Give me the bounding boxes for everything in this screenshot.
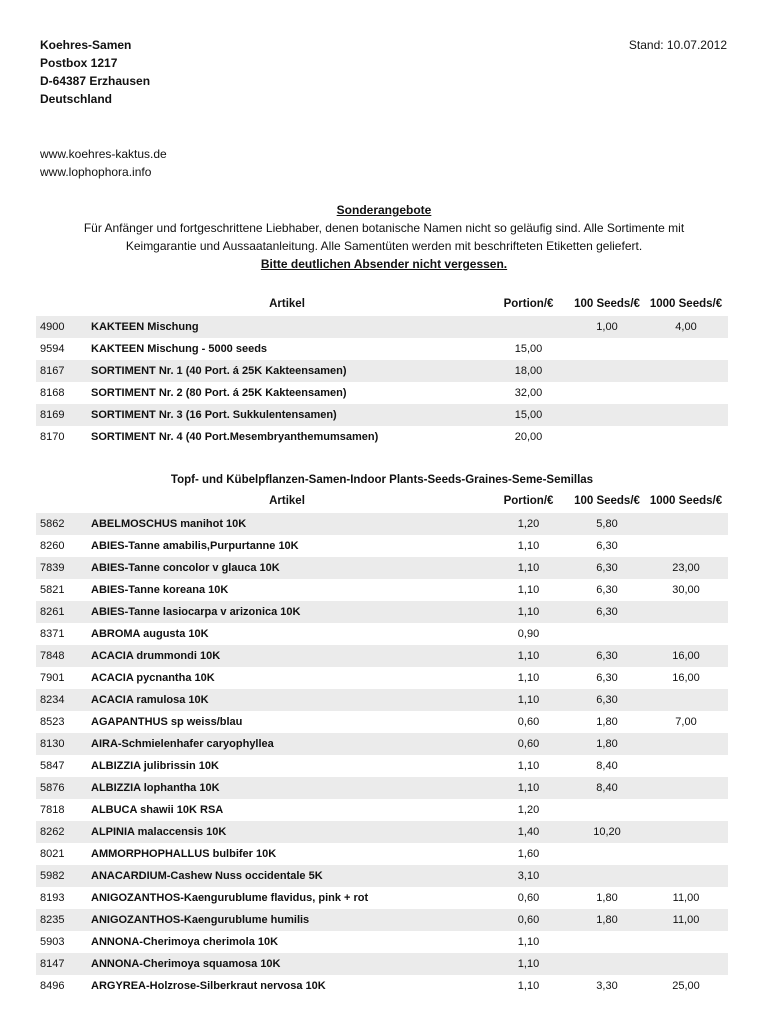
price-1000-seeds [644, 404, 728, 426]
intro-text: Für Anfänger und fortgeschrittene Liebhaber, denen botanische Namen nicht so geläufig sind. Alle Sortimente mit Keimgarantie und Aussaatanleitung. Alle Samentüten werden mit beschrifteten Etiketten geliefert. [83, 221, 685, 253]
column-header-article: Artikel [269, 495, 305, 507]
price-portion: 1,10 [487, 689, 570, 711]
column-header-article: Artikel [269, 298, 305, 310]
price-100-seeds: 3,30 [596, 980, 618, 992]
column-header-portion: Portion/€ [503, 495, 554, 507]
price-1000-seeds [644, 689, 728, 711]
article-name: ANNONA-Cherimoya cherimola 10K [91, 936, 279, 948]
price-portion: 15,00 [514, 343, 543, 355]
article-name: ALBIZZIA julibrissin 10K [91, 760, 219, 772]
column-header-100-seeds: 100 Seeds/€ [574, 298, 640, 310]
price-1000-seeds [644, 382, 728, 404]
price-1000-seeds: 16,00 [644, 645, 728, 667]
price-100-seeds [570, 843, 644, 865]
price-portion: 1,20 [517, 804, 540, 816]
table-row [36, 755, 728, 777]
price-portion: 32,00 [514, 387, 543, 399]
article-number: 5903 [40, 936, 65, 948]
table-row [36, 667, 728, 689]
price-1000-seeds [644, 777, 728, 799]
article-number: 5847 [40, 760, 65, 772]
price-1000-seeds [644, 733, 728, 755]
price-1000-seeds [644, 931, 728, 953]
article-number: 8130 [36, 733, 87, 755]
price-100-seeds: 6,30 [570, 689, 644, 711]
price-100-seeds: 6,30 [570, 645, 644, 667]
table-row [36, 360, 728, 382]
company-name: Koehres-Samen [40, 38, 132, 52]
article-name: SORTIMENT Nr. 2 (80 Port. á 25K Kakteensamen) [91, 387, 347, 399]
table-row [36, 777, 728, 799]
article-name: KAKTEEN Mischung - 5000 seeds [91, 343, 268, 355]
intro-reminder: Bitte deutlichen Absender nicht vergessen. [260, 257, 508, 271]
article-name: KAKTEEN Mischung [87, 316, 487, 338]
sender-address [40, 36, 150, 108]
article-name: ABROMA augusta 10K [91, 628, 209, 640]
article-number: 5876 [36, 777, 87, 799]
price-100-seeds: 1,80 [570, 909, 644, 931]
table-row [36, 953, 728, 975]
column-header-nr [36, 489, 87, 513]
price-1000-seeds: 25,00 [672, 980, 700, 992]
price-1000-seeds [644, 865, 728, 887]
special-offers-table [36, 292, 728, 448]
price-100-seeds: 10,20 [570, 821, 644, 843]
price-portion: 0,60 [487, 733, 570, 755]
table-row [36, 316, 728, 338]
article-name: ABIES-Tanne koreana 10K [91, 584, 229, 596]
article-number: 5982 [36, 865, 87, 887]
price-portion: 1,10 [487, 953, 570, 975]
price-100-seeds [570, 360, 644, 382]
price-100-seeds [570, 623, 644, 645]
table-row [36, 579, 728, 601]
intro-section [40, 201, 728, 273]
price-1000-seeds [644, 843, 728, 865]
article-number: 8193 [40, 892, 65, 904]
price-portion: 3,10 [487, 865, 570, 887]
price-portion: 0,90 [517, 628, 540, 640]
price-100-seeds: 5,80 [570, 513, 644, 535]
city: D-64387 Erzhausen [40, 74, 151, 88]
article-name: ABELMOSCHUS manihot 10K [87, 513, 487, 535]
price-100-seeds: 8,40 [596, 760, 618, 772]
price-portion: 1,10 [487, 601, 570, 623]
price-100-seeds: 6,30 [596, 540, 618, 552]
article-name: ARGYREA-Holzrose-Silberkraut nervosa 10K [91, 980, 326, 992]
website-link-lophophora[interactable]: www.lophophora.info [40, 165, 152, 179]
price-portion: 0,60 [517, 892, 540, 904]
table-row [36, 404, 728, 426]
article-name: AGAPANTHUS sp weiss/blau [91, 716, 243, 728]
table-row [36, 799, 728, 821]
table-row [36, 689, 728, 711]
price-1000-seeds [644, 821, 728, 843]
table-header-row [36, 292, 728, 316]
table-row [36, 557, 728, 579]
price-100-seeds [570, 931, 644, 953]
article-number: 8170 [40, 431, 65, 443]
price-100-seeds: 6,30 [596, 672, 618, 684]
article-number: 8147 [36, 953, 87, 975]
postbox: Postbox 1217 [40, 56, 118, 70]
article-number: 5862 [36, 513, 87, 535]
website-links [40, 145, 167, 181]
article-number: 8168 [40, 387, 65, 399]
article-number: 7839 [36, 557, 87, 579]
article-name: ANIGOZANTHOS-Kaengurublume flavidus, pink + rot [91, 892, 369, 904]
price-1000-seeds: 23,00 [644, 557, 728, 579]
table-row [36, 821, 728, 843]
article-number: 5821 [40, 584, 65, 596]
price-portion: 1,10 [517, 760, 540, 772]
article-name: SORTIMENT Nr. 1 (40 Port. á 25K Kakteensamen) [87, 360, 487, 382]
article-number: 7901 [40, 672, 65, 684]
table-row [36, 975, 728, 997]
article-name: ANNONA-Cherimoya squamosa 10K [87, 953, 487, 975]
article-number: 7848 [36, 645, 87, 667]
article-number: 8262 [36, 821, 87, 843]
price-portion: 1,60 [517, 848, 540, 860]
price-portion: 1,10 [487, 645, 570, 667]
price-1000-seeds: 11,00 [672, 892, 700, 904]
table-row [36, 426, 728, 448]
column-header-100-seeds: 100 Seeds/€ [574, 495, 640, 507]
article-name: ABIES-Tanne lasiocarpa v arizonica 10K [87, 601, 487, 623]
price-1000-seeds [644, 953, 728, 975]
article-name: SORTIMENT Nr. 4 (40 Port.Mesembryanthemumsamen) [91, 431, 379, 443]
plants-table [36, 489, 728, 997]
table-row [36, 887, 728, 909]
price-100-seeds: 1,00 [570, 316, 644, 338]
price-portion [487, 316, 570, 338]
article-number: 8260 [40, 540, 65, 552]
table-row [36, 382, 728, 404]
price-1000-seeds [644, 799, 728, 821]
price-portion: 1,10 [487, 777, 570, 799]
table-row [36, 623, 728, 645]
column-header-portion: Portion/€ [503, 298, 554, 310]
table-row [36, 843, 728, 865]
article-name: SORTIMENT Nr. 3 (16 Port. Sukkulentensamen) [87, 404, 487, 426]
article-number: 8261 [36, 601, 87, 623]
price-100-seeds [570, 865, 644, 887]
table-row [36, 909, 728, 931]
price-portion: 0,60 [487, 909, 570, 931]
table-row [36, 711, 728, 733]
article-number: 8371 [40, 628, 65, 640]
price-portion: 20,00 [514, 431, 543, 443]
price-portion: 1,10 [517, 672, 540, 684]
price-100-seeds [570, 338, 644, 360]
price-1000-seeds: 11,00 [644, 909, 728, 931]
price-portion: 1,10 [487, 557, 570, 579]
price-1000-seeds: 7,00 [675, 716, 697, 728]
column-header-nr [36, 292, 87, 316]
table-row [36, 338, 728, 360]
date-stamp: Stand: 10.07.2012 [628, 38, 727, 52]
price-1000-seeds: 30,00 [672, 584, 700, 596]
website-link-koehres[interactable]: www.koehres-kaktus.de [40, 147, 167, 161]
table-row [36, 931, 728, 953]
table-row [36, 645, 728, 667]
price-1000-seeds [644, 601, 728, 623]
article-name: ALBIZZIA lophantha 10K [87, 777, 487, 799]
country: Deutschland [40, 92, 113, 106]
column-header-1000-seeds: 1000 Seeds/€ [649, 298, 723, 310]
price-100-seeds: 8,40 [570, 777, 644, 799]
article-name: ANIGOZANTHOS-Kaengurublume humilis [87, 909, 487, 931]
price-1000-seeds [644, 535, 728, 557]
price-100-seeds: 6,30 [570, 557, 644, 579]
price-1000-seeds [644, 338, 728, 360]
intro-heading: Sonderangebote [336, 203, 432, 217]
price-1000-seeds [644, 360, 728, 382]
article-number: 4900 [36, 316, 87, 338]
article-name: ANACARDIUM-Cashew Nuss occidentale 5K [87, 865, 487, 887]
price-portion: 15,00 [487, 404, 570, 426]
price-100-seeds [570, 404, 644, 426]
price-1000-seeds [644, 623, 728, 645]
plants-section-title: Topf- und Kübelpflanzen-Samen-Indoor Plants-Seeds-Graines-Seme-Semillas [170, 474, 594, 486]
price-1000-seeds: 16,00 [672, 672, 700, 684]
article-number: 8523 [40, 716, 65, 728]
article-number: 8235 [36, 909, 87, 931]
article-number: 8234 [36, 689, 87, 711]
price-1000-seeds [644, 513, 728, 535]
article-name: AIRA-Schmielenhafer caryophyllea [87, 733, 487, 755]
price-100-seeds: 1,80 [596, 716, 618, 728]
price-100-seeds [570, 799, 644, 821]
table-row [36, 865, 728, 887]
article-name: ALPINIA malaccensis 10K [87, 821, 487, 843]
article-name: AMMORPHOPHALLUS bulbifer 10K [91, 848, 277, 860]
price-portion: 1,40 [487, 821, 570, 843]
table-row [36, 513, 728, 535]
table-row [36, 733, 728, 755]
article-number: 8496 [40, 980, 65, 992]
price-portion: 1,10 [517, 936, 540, 948]
article-number: 8169 [36, 404, 87, 426]
price-portion: 18,00 [487, 360, 570, 382]
article-number: 8021 [40, 848, 65, 860]
price-100-seeds: 1,80 [570, 733, 644, 755]
price-portion: 1,10 [517, 540, 540, 552]
article-name: ALBUCA shawii 10K RSA [91, 804, 224, 816]
price-1000-seeds [644, 755, 728, 777]
article-number: 7818 [40, 804, 65, 816]
article-number: 8167 [36, 360, 87, 382]
article-name: ABIES-Tanne amabilis,Purpurtanne 10K [91, 540, 299, 552]
article-name: ACACIA pycnantha 10K [91, 672, 215, 684]
article-number: 9594 [40, 343, 65, 355]
price-1000-seeds: 4,00 [644, 316, 728, 338]
table-header-row [36, 489, 728, 513]
price-100-seeds [570, 953, 644, 975]
price-portion: 1,10 [517, 980, 540, 992]
price-1000-seeds [644, 426, 728, 448]
price-portion: 0,60 [517, 716, 540, 728]
article-name: ACACIA drummondi 10K [87, 645, 487, 667]
price-100-seeds [570, 382, 644, 404]
price-100-seeds: 6,30 [596, 584, 618, 596]
column-header-1000-seeds: 1000 Seeds/€ [649, 495, 723, 507]
table-row [36, 601, 728, 623]
price-100-seeds: 6,30 [570, 601, 644, 623]
price-100-seeds [570, 426, 644, 448]
article-name: ACACIA ramulosa 10K [87, 689, 487, 711]
price-portion: 1,10 [517, 584, 540, 596]
article-name: ABIES-Tanne concolor v glauca 10K [87, 557, 487, 579]
price-portion: 1,20 [487, 513, 570, 535]
price-100-seeds: 1,80 [596, 892, 618, 904]
table-row [36, 535, 728, 557]
